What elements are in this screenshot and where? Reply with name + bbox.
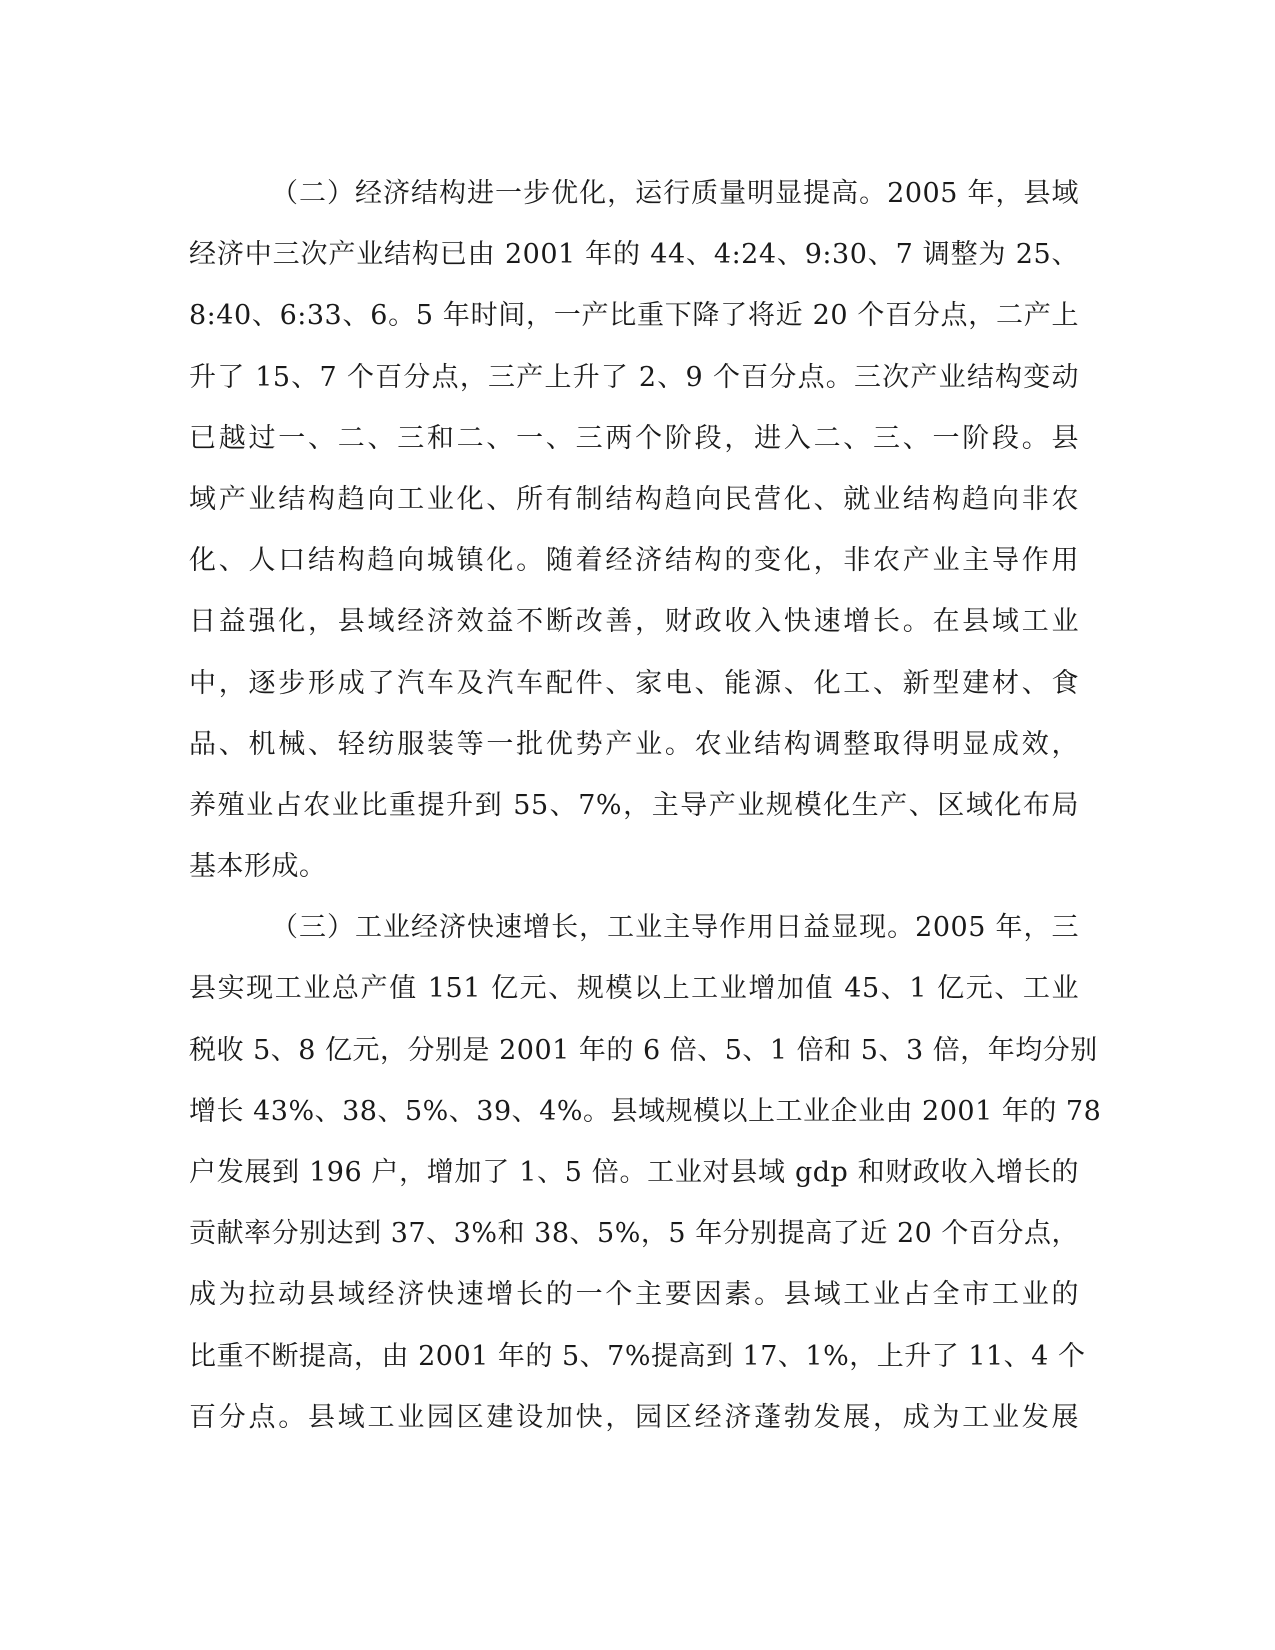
text-line: 县实现工业总产值 151 亿元、规模以上工业增加值 45、1 亿元、工业 <box>189 973 1079 1005</box>
text-line: 日益强化，县域经济效益不断改善，财政收入快速增长。在县域工业 <box>189 606 1079 638</box>
text-line: 化、人口结构趋向城镇化。随着经济结构的变化，非农产业主导作用 <box>189 545 1079 577</box>
text-line: 升了 15、7 个百分点，三产上升了 2、9 个百分点。三次产业结构变动 <box>189 361 1079 393</box>
text-line: 比重不断提高，由 2001 年的 5、7%提高到 17、1%，上升了 11、4 个 <box>189 1340 1086 1372</box>
text-line: 经济中三次产业结构已由 2001 年的 44、4:24、9:30、7 调整为 25、 <box>189 239 1079 271</box>
text-line: 已越过一、二、三和二、一、三两个阶段，进入二、三、一阶段。县 <box>189 422 1079 454</box>
text-line: 税收 5、8 亿元，分别是 2001 年的 6 倍、5、1 倍和 5、3 倍，年均分别 <box>189 1034 1098 1066</box>
text-line: 品、机械、轻纺服装等一批优势产业。农业结构调整取得明显成效， <box>189 728 1079 760</box>
text-line: 中，逐步形成了汽车及汽车配件、家电、能源、化工、新型建材、食 <box>189 667 1079 699</box>
paragraph-industrial-growth <box>189 897 1102 1448</box>
text-line: 成为拉动县域经济快速增长的一个主要因素。县域工业占全市工业的 <box>189 1279 1079 1311</box>
text-line: 基本形成。 <box>189 851 327 883</box>
text-line: 养殖业占农业比重提升到 55、7%，主导产业规模化生产、区域化布局 <box>189 789 1079 821</box>
paragraph-economic-structure <box>189 163 1079 897</box>
text-line: （二）经济结构进一步优化，运行质量明显提高。2005 年，县域 <box>271 178 1079 209</box>
text-line: （三）工业经济快速增长，工业主导作用日益显现。2005 年，三 <box>271 912 1079 944</box>
text-line: 域产业结构趋向工业化、所有制结构趋向民营化、就业结构趋向非农 <box>189 483 1079 515</box>
text-line: 增长 43%、38、5%、39、4%。县域规模以上工业企业由 2001 年的 78 <box>189 1095 1102 1127</box>
text-line: 8:40、6:33、6。5 年时间，一产比重下降了将近 20 个百分点，二产上 <box>189 300 1079 332</box>
document-body <box>189 163 1102 1448</box>
text-line: 贡献率分别达到 37、3%和 38、5%，5 年分别提高了近 20 个百分点， <box>189 1218 1079 1250</box>
text-line: 户发展到 196 户，增加了 1、5 倍。工业对县域 gdp 和财政收入增长的 <box>189 1157 1079 1188</box>
text-line: 百分点。县域工业园区建设加快，园区经济蓬勃发展，成为工业发展 <box>189 1401 1079 1433</box>
